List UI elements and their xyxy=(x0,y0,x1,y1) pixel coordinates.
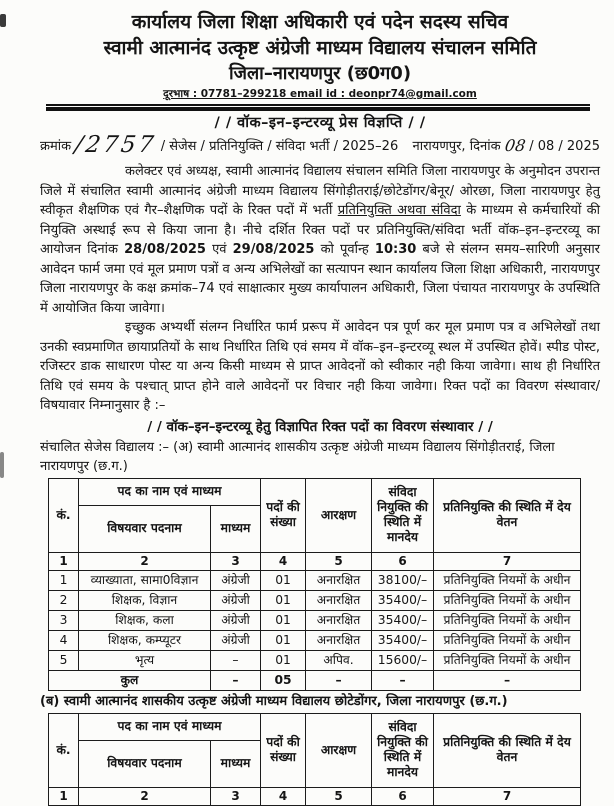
cell-honorarium: 35400/– xyxy=(372,610,434,630)
place-and-date: नारायणपुर, दिनांक 08 / 08 / 2025 xyxy=(412,136,600,155)
cell-deputation: प्रतिनियुक्ति नियमों के अधीन xyxy=(434,590,581,610)
cell-post: शिक्षक, कला xyxy=(79,610,211,630)
header-post-group: पद का नाम एवं माध्यम xyxy=(79,478,261,505)
table-total-row xyxy=(49,670,581,690)
school-b-heading: (ब) स्वामी आत्मानंद शासकीय उत्कृष्ट अंग्रेजी माध्यम विद्यालय छोटेडोंगर, जिला नारायणपुर (छ.ग.) xyxy=(40,693,508,709)
cell-deputation: प्रतिनियुक्ति नियमों के अधीन xyxy=(434,570,581,590)
scan-artifact xyxy=(0,452,4,478)
contact-line: दूरभाष : 07781–299218 email id : deonpr74@gmail.com xyxy=(163,88,477,100)
office-title: कार्यालय जिला शिक्षा अधिकारी एवं पदेन सदस्य सचिव xyxy=(131,11,509,33)
col-number: 1 xyxy=(49,787,79,805)
header-sno: कं. xyxy=(49,713,79,787)
paragraph-1 xyxy=(40,162,600,318)
cell-count: 01 xyxy=(261,630,306,650)
cell-medium: अंग्रेजी xyxy=(211,630,261,650)
horizontal-rule xyxy=(46,104,590,111)
para1-text: एवं xyxy=(205,242,233,257)
paragraph-2: इच्छुक अभ्यर्थी संलग्न निर्धारित फार्म प्ररूप में आवेदन पत्र पूर्ण कर मूल प्रमाण पत्र व अभिलेखों तथा उनकी स्वप्रमाणित छायाप्रतियों के साथ निर्धारित तिथि एवं समय में वॉक–इन–इन्टरव्यू स्थल में उपस्थित होवें। स्पीड पोस्ट, रजिस्टर डाक साधारण पोस्ट या अन्य किसी माध्यम से प्राप्त आवेदनों को स्वीकार नही किया जावेगा। साथ ही निर्धारित तिथि एवं समय के पश्चात् प्राप्त होने वाले आवेदनों पर विचार नही किया जावेगा। रिक्त पदों का विवरण संस्थावार/विषयावार निम्नानुसार है :– xyxy=(40,320,600,413)
cell-honorarium: 15600/– xyxy=(372,650,434,670)
cell-sno: 1 xyxy=(49,570,79,590)
para1-text: को पूर्वान्ह xyxy=(314,242,375,257)
cell-post: शिक्षक, कम्प्यूटर xyxy=(79,630,211,650)
cell-reservation: अनारक्षित xyxy=(306,610,372,630)
date-rest: / 08 / 2025 xyxy=(529,139,600,154)
header-post-group: पद का नाम एवं माध्यम xyxy=(79,713,261,740)
vacancy-table-school-a xyxy=(48,478,581,691)
header-medium: माध्यम xyxy=(211,505,261,552)
cell-count: 01 xyxy=(261,610,306,630)
table-row xyxy=(49,650,581,670)
col-number: 2 xyxy=(79,787,211,805)
table-row xyxy=(49,610,581,630)
cell-medium: अंग्रेजी xyxy=(211,610,261,630)
interview-date-1: 28/08/2025 xyxy=(124,242,206,257)
total-honorarium: – xyxy=(372,670,434,690)
para1-text: कलेक्टर एवं अध्यक्ष, स्वामी आत्मानंद विद्यालय संचालन समिति जिला नारायणपुर के अनुमोदन उपरान्त जिले में संचालित स्वामी आत्मानंद अंग्रेजी माध्यम विद्यालय सिंगोड़ीतराई/छोटेडोंगर/बेनूर/ ओरछा, जिला नारायणपुर हेतु स्वीकृत शैक्षणिक एवं गैर–शैक्षणिक पदों के रिक्त पदों में भर्ती xyxy=(40,164,600,218)
cell-deputation: प्रतिनियुक्ति नियमों के अधीन xyxy=(434,610,581,630)
total-reservation: – xyxy=(306,670,372,690)
column-number-row xyxy=(49,552,581,570)
table-row xyxy=(49,570,581,590)
place: नारायणपुर, xyxy=(412,139,466,154)
col-number: 4 xyxy=(261,787,306,805)
total-medium: – xyxy=(211,670,261,690)
header-medium: माध्यम xyxy=(211,740,261,787)
cell-reservation: अपिव. xyxy=(306,650,372,670)
vacancy-section-heading: / / वॉक–इन–इन्टरव्यू हेतु विज्ञापित रिक्त पदों का विवरण संस्थावार / / xyxy=(147,418,493,435)
cell-honorarium: 35400/– xyxy=(372,630,434,650)
cell-medium: – xyxy=(211,650,261,670)
cell-reservation: अनारक्षित xyxy=(306,630,372,650)
cell-sno: 5 xyxy=(49,650,79,670)
cell-medium: अंग्रेजी xyxy=(211,570,261,590)
header-honorarium: संविदा नियुक्ति की स्थिति में मानदेय xyxy=(372,713,434,787)
letterhead xyxy=(40,10,600,102)
school-a-heading: संचालित सेजेस विद्यालय :– (अ) स्वामी आत्मानंद शासकीय उत्कृष्ट अंग्रेजी माध्यम विद्यालय सिंगोड़ीतराई, जिला नारायणपुर (छ.ग.) xyxy=(40,439,555,474)
scan-artifact xyxy=(0,14,6,27)
cell-sno: 2 xyxy=(49,590,79,610)
col-number: 6 xyxy=(372,552,434,570)
table-row xyxy=(49,590,581,610)
col-number: 6 xyxy=(372,787,434,805)
press-release-title: / / वॉक–इन–इन्टरव्यू प्रेस विज्ञप्ति / / xyxy=(214,115,426,131)
para1-underlined-phrase: प्रतिनियुक्ति अथवा संविदा xyxy=(337,203,461,218)
column-number-row xyxy=(49,787,581,805)
cell-post: शिक्षक, विज्ञान xyxy=(79,590,211,610)
cell-honorarium: 38100/– xyxy=(372,570,434,590)
total-deputation: – xyxy=(434,670,581,690)
interview-time: 10:30 xyxy=(374,242,417,257)
total-label: कुल xyxy=(49,670,211,690)
col-number: 3 xyxy=(211,552,261,570)
cell-deputation: प्रतिनियुक्ति नियमों के अधीन xyxy=(434,650,581,670)
header-deputation: प्रतिनियुक्ति की स्थिति में देय वेतन xyxy=(434,478,581,552)
reference-series: / सेजेस / प्रतिनियुक्ति / संविदा भर्ती / 2025–26 xyxy=(160,139,399,154)
cell-reservation: अनारक्षित xyxy=(306,570,372,590)
header-count: पदों की संख्या xyxy=(261,713,306,787)
col-number: 7 xyxy=(434,552,581,570)
header-reservation: आरक्षण xyxy=(306,478,372,552)
col-number: 2 xyxy=(79,552,211,570)
vacancy-table-school-b xyxy=(48,713,581,806)
cell-sno: 3 xyxy=(49,610,79,630)
district-title: जिला–नारायणपुर (छ0ग0) xyxy=(228,63,412,84)
cell-count: 01 xyxy=(261,650,306,670)
reference-line xyxy=(40,132,600,162)
table-header-row xyxy=(49,478,581,505)
header-deputation: प्रतिनियुक्ति की स्थिति में देय वेतन xyxy=(434,713,581,787)
header-honorarium: संविदा नियुक्ति की स्थिति में मानदेय xyxy=(372,478,434,552)
header-sno: कं. xyxy=(49,478,79,552)
cell-reservation: अनारक्षित xyxy=(306,590,372,610)
cell-count: 01 xyxy=(261,590,306,610)
cell-sno: 4 xyxy=(49,630,79,650)
para1-text: बजे से संलग्न समय–सारिणी अनुसार आवेदन फार्म जमा एवं मूल प्रमाण पत्रों व अन्य अभिलेखों का सत्यापन स्थान कार्यालय जिला शिक्षा अधिकारी, नारायणपुर जिला नारायणपुर के कक्ष क्रमांक–74 एवं साक्षात्कार मुख्य कार्यापालन अधिकारी, जिला पंचायत नारायणपुर के उपस्थिति में आयोजित किया जावेगा। xyxy=(40,242,600,316)
col-number: 4 xyxy=(261,552,306,570)
header-post: विषयवार पदनाम xyxy=(79,505,211,552)
reference-label: क्रमांक xyxy=(40,139,72,154)
header-count: पदों की संख्या xyxy=(261,478,306,552)
interview-date-2: 29/08/2025 xyxy=(232,242,315,257)
cell-honorarium: 35400/– xyxy=(372,590,434,610)
table-header-row xyxy=(49,713,581,740)
cell-post: भृत्य xyxy=(79,650,211,670)
header-post: विषयवार पदनाम xyxy=(79,740,211,787)
reference-number: क्रमांक /2757 / सेजेस / प्रतिनियुक्ति / संविदा भर्ती / 2025–26 xyxy=(40,132,399,158)
col-number: 3 xyxy=(211,787,261,805)
society-title: स्वामी आत्मानंद उत्कृष्ट अंग्रेजी माध्यम विद्यालय संचालन समिति xyxy=(103,37,537,59)
date-label: दिनांक xyxy=(469,139,501,154)
table-row xyxy=(49,630,581,650)
cell-count: 01 xyxy=(261,570,306,590)
col-number: 7 xyxy=(434,787,581,805)
cell-deputation: प्रतिनियुक्ति नियमों के अधीन xyxy=(434,630,581,650)
cell-medium: अंग्रेजी xyxy=(211,590,261,610)
total-count: 05 xyxy=(261,670,306,690)
header-reservation: आरक्षण xyxy=(306,713,372,787)
col-number: 5 xyxy=(306,787,372,805)
col-number: 1 xyxy=(49,552,79,570)
col-number: 5 xyxy=(306,552,372,570)
para1-text: के माध्यम से कर्मचारियों की नियुक्ति अस्थाई रूप से किया जाना है। नीचे दर्शित रिक्त पदों पर प्रतिनियुक्ति/संविदा भर्ती वॉक–इन–इन्टरव्यू का आयोजन दिनांक xyxy=(40,203,600,257)
cell-post: व्याख्याता, सामा0विज्ञान xyxy=(79,570,211,590)
